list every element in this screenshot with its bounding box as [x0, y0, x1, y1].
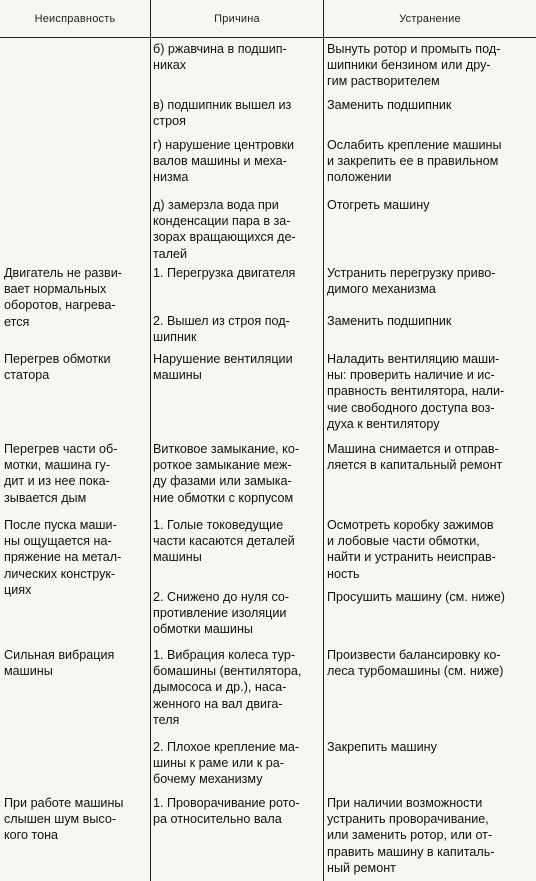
- remedy-cell: Отогреть машину: [327, 198, 430, 212]
- fault-cell: Перегрев части об- мотки, машина гу- дит и из нее пока- зывается дым: [4, 442, 118, 505]
- remedy-cell: Просушить машину (см. ниже): [327, 590, 505, 604]
- fault-cell: После пуска маши- ны ощущается на- пряжение на метал- лических конструк- циях: [4, 518, 122, 597]
- cause-cell: Нарушение вентиляции машины: [153, 352, 293, 383]
- fault-cell: Двигатель не разви- вает нормальных оборотов, нагрева- ется: [4, 266, 122, 329]
- remedy-cell: Заменить подшипник: [327, 314, 452, 328]
- cause-cell: 2. Плохое крепление ма- шины к раме или к ра- бочему механизму: [153, 740, 300, 787]
- header-divider: [0, 37, 536, 38]
- fault-cell: При работе машины слышен шум высо- кого тона: [4, 796, 124, 843]
- cause-cell: 1. Проворачивание рото- ра относительно вала: [153, 796, 300, 827]
- header-cause: Причина: [214, 12, 260, 25]
- header-fault: Неисправность: [34, 12, 116, 25]
- fault-cell: Сильная вибрация машины: [4, 648, 115, 679]
- remedy-cell: Вынуть ротор и промыть под- шипники бензином или дру- гим растворителем: [327, 42, 501, 89]
- cause-cell: в) подшипник вышел из строя: [153, 98, 292, 129]
- remedy-cell: Наладить вентиляцию маши- ны: проверить наличие и ис- правность вентилятора, нали- чие свободного доступа воз- духа к вентилятору: [327, 352, 505, 431]
- remedy-cell: Осмотреть коробку зажимов и лобовые части обмотки, найти и устранить неисправ- ность: [327, 518, 496, 581]
- cause-cell: 2. Вышел из строя под- шипник: [153, 314, 290, 345]
- remedy-cell: При наличии возможности устранить проворачивание, или заменить ротор, или от- править машину в капиталь- ный ремонт: [327, 796, 495, 875]
- fault-cell: Перегрев обмотки статора: [4, 352, 111, 383]
- cause-cell: 1. Вибрация колеса тур- бомашины (вентилятора, дымососа и др.), наса- женного на вал двига- теля: [153, 648, 302, 727]
- cause-cell: б) ржавчина в подшип- никах: [153, 42, 287, 73]
- remedy-cell: Машина снимается и отправ- ляется в капитальный ремонт: [327, 442, 503, 473]
- cause-cell: 2. Снижено до нуля со- противление изоляции обмотки машины: [153, 590, 290, 637]
- cause-cell: д) замерзла вода при конденсации пара в за- зорах вращающихся де- талей: [153, 198, 296, 261]
- column-divider: [323, 0, 324, 881]
- cause-cell: 1. Голые токоведущие части касаются деталей машины: [153, 518, 295, 565]
- cause-cell: г) нарушение центровки валов машины и меха- низма: [153, 138, 295, 185]
- cause-cell: 1. Перегрузка двигателя: [153, 266, 296, 280]
- column-divider: [150, 0, 151, 881]
- cause-cell: Витковое замыкание, ко- роткое замыкание меж- ду фазами или замыка- ние обмотки с корпусом: [153, 442, 300, 505]
- remedy-cell: Ослабить крепление машины и закрепить ее в правильном положении: [327, 138, 502, 185]
- remedy-cell: Заменить подшипник: [327, 98, 452, 112]
- remedy-cell: Закрепить машину: [327, 740, 437, 754]
- header-remedy: Устранение: [399, 12, 461, 25]
- remedy-cell: Устранить перегрузку приво- димого механизма: [327, 266, 496, 297]
- remedy-cell: Произвести балансировку ко- леса турбомашины (см. ниже): [327, 648, 504, 679]
